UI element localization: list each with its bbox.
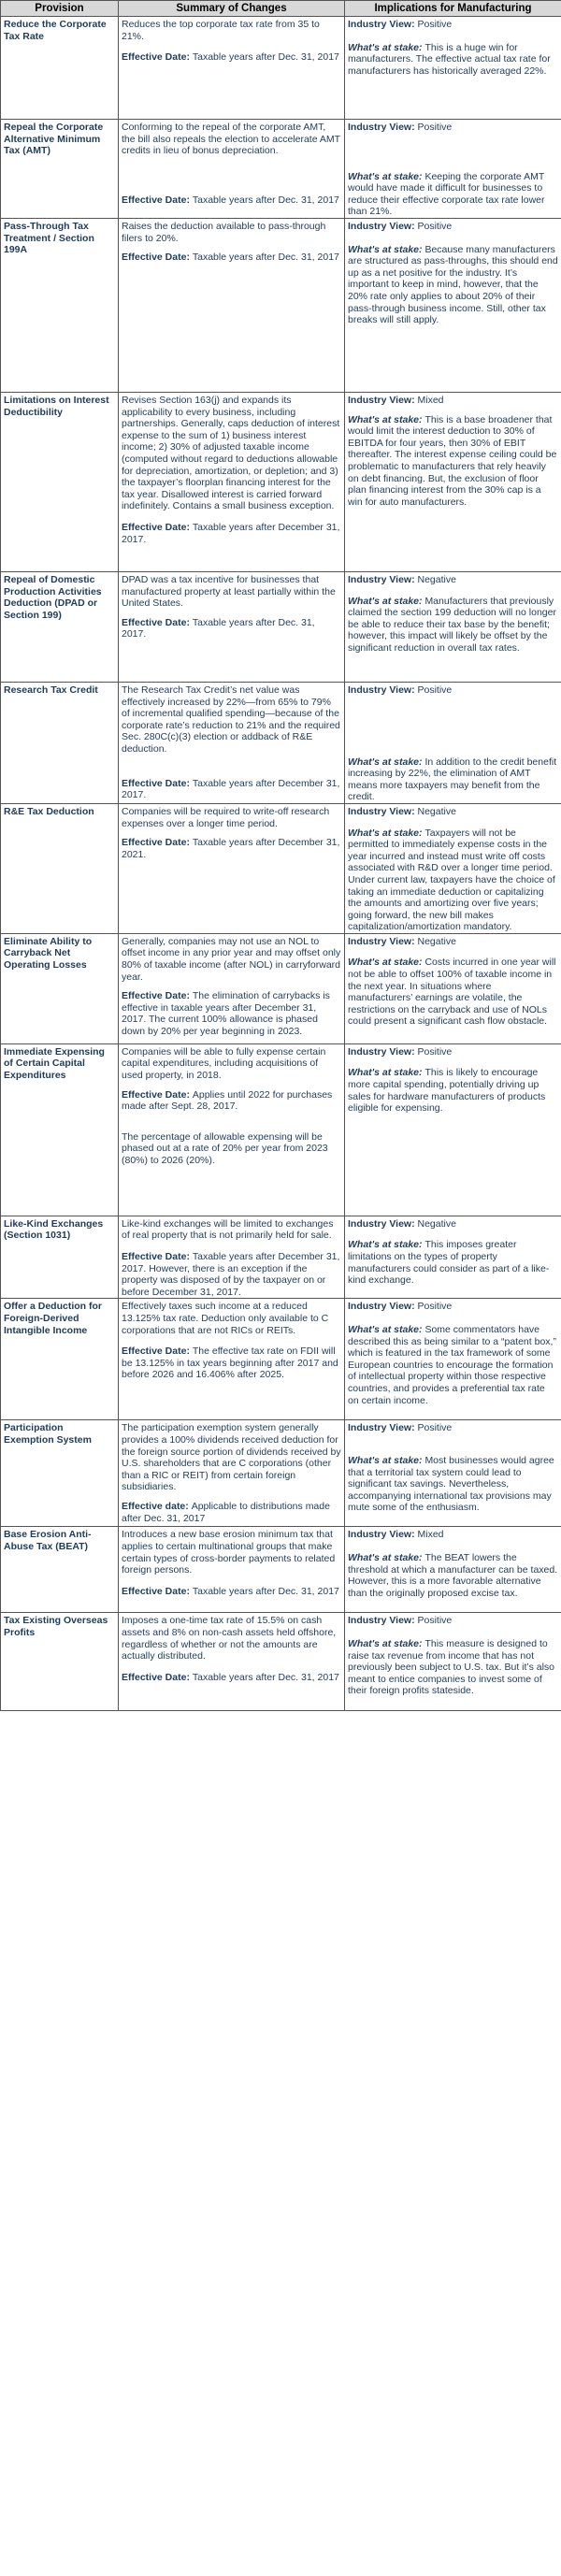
header-row [1,1,561,17]
implications-cell [345,803,561,933]
industry-view [348,574,558,586]
effective-date-label: Effective Date: [122,1671,193,1683]
industry-view-value: Negative [417,573,456,585]
summary-cell [119,682,345,803]
whats-at-stake: What's at stake: Manufacturers that previously claimed the section 199 deduction will no longer be able to reduce their tax base by the benefit; however, this impact will likely be offset by the significant reduction in overall tax rates. [348,595,556,654]
effective-date: Effective Date: Applies until 2022 for purchases made after Sept. 28, 2017. [122,1088,333,1113]
table-row [1,1216,561,1299]
provision-cell: R&E Tax Deduction [1,803,119,933]
whats-at-stake-label: What's at stake: [348,1324,425,1336]
summary-text: Reduces the top corporate tax rate from 35 to 21%. [122,19,320,42]
implications-cell [345,1043,561,1216]
summary-cell [119,1299,345,1420]
provision-cell: Base Erosion Anti-Abuse Tax (BEAT) [1,1527,119,1613]
industry-view-label: Industry View: [348,935,418,947]
industry-view-label: Industry View: [348,220,418,232]
summary-cell [119,392,345,571]
implications-cell [345,933,561,1043]
summary-text: Companies will be required to write-off research expenses over a longer time period. [122,805,330,829]
summary-text: Effectively taxes such income at a reduced 13.125% tax rate. Deduction only available to C corporations that are not RICs or REITs. [122,1301,329,1336]
whats-at-stake-label: What's at stake: [348,595,425,607]
summary-text: DPAD was a tax incentive for businesses that manufactured property at least partially within the United States. [122,573,336,610]
effective-date-label: Effective date: [122,1501,192,1512]
table-row [1,803,561,933]
effective-date: Effective Date: Taxable years after Dec. 31, 2017 [122,1671,339,1683]
whats-at-stake: What's at stake: Taxpayers will not be permitted to immediately expense costs in the year incurred and instead must write off costs associated with R&D over a longer time period. Under current law, taxpayers have the choice of taking an immediate deduction or capitalizing the amounts and amortizing over five years; going forward, the new bill makes capitalization/amortization mandatory. [348,827,555,933]
whats-at-stake: What's at stake: The BEAT lowers the threshold at which a manufacturer can be taxed. However, this is a more favorable alternative than the originally proposed excise tax. [348,1552,558,1599]
whats-at-stake-label: What's at stake: [348,957,425,969]
effective-date-label: Effective Date: [122,1251,193,1263]
provision-cell: Eliminate Ability to Carryback Net Operating Losses [1,933,119,1043]
effective-date: Effective Date: Taxable years after Dec. 31, 2017 [122,194,339,206]
effective-date-label: Effective Date: [122,1346,193,1358]
effective-date: Effective Date: Taxable years after Dec. 31, 2017 [122,252,339,264]
summary-cell [119,1216,345,1299]
whats-at-stake: What's at stake: Some commentators have described this as being similar to a “patent box,” which is featured in the tax framework of some European countries to encourage the formation of intellectual property within those respective countries, and provides a preferential tax rate on certain income. [348,1324,556,1406]
table-row [1,1043,561,1216]
provision-cell: Repeal of Domestic Production Activities Deduction (DPAD or Section 199) [1,571,119,682]
industry-view-value: Positive [417,684,453,696]
summary-cell [119,933,345,1043]
provision-cell: Tax Existing Overseas Profits [1,1613,119,1711]
provision-cell: Participation Exemption System [1,1420,119,1527]
table-row [1,1299,561,1420]
provision-cell: Pass-Through Tax Treatment / Section 199A [1,218,119,392]
industry-view-value: Positive [417,122,453,133]
effective-date-label: Effective Date: [122,616,193,628]
whats-at-stake: What's at stake: This is likely to encourage more capital spending, potentially driving up sales for hardware manufacturers of products eligible for expensing. [348,1067,546,1115]
provision-cell: Repeal the Corporate Alternative Minimum Tax (AMT) [1,120,119,219]
summary-cell [119,1527,345,1613]
industry-view-label: Industry View: [348,1422,418,1434]
whats-at-stake: What's at stake: This is a base broadener that would limit the interest deduction to 30% of EBITDA for four years, then 30% of EBIT thereafter. The interest expense ceiling could be problematic to manufacturers that rely heavily on debt financing. But, the exclusion of floor plan financing interest from the 30% cap is a win for auto manufacturers. [348,413,557,508]
industry-view-label: Industry View: [348,684,418,696]
effective-date-label: Effective Date: [122,1088,193,1101]
whats-at-stake-label: What's at stake: [348,1455,425,1467]
industry-view [348,19,558,31]
table-row [1,120,561,219]
provision-cell: Limitations on Interest Deductibility [1,392,119,571]
industry-view-value: Positive [417,19,453,30]
whats-at-stake-label: What's at stake: [348,827,425,839]
implications-cell [345,120,561,219]
industry-view-value: Positive [417,1422,453,1434]
effective-date: Effective date: Applicable to distributions made after Dec. 31, 2017 [122,1501,330,1524]
summary-cell [119,1420,345,1527]
whats-at-stake-label: What's at stake: [348,1239,425,1251]
summary-cell [119,218,345,392]
implications-cell [345,17,561,120]
whats-at-stake-label: What's at stake: [348,1552,425,1564]
industry-view-label: Industry View: [348,1301,418,1313]
industry-view-value: Mixed [417,394,444,406]
provision-cell: Reduce the Corporate Tax Rate [1,17,119,120]
implications-cell [345,1299,561,1420]
summary-cell [119,17,345,120]
summary-cell [119,1613,345,1711]
effective-date-label: Effective Date: [122,837,193,849]
provision-cell: Like-Kind Exchanges (Section 1031) [1,1216,119,1299]
provision-cell: Offer a Deduction for Foreign-Derived Intangible Income [1,1299,119,1420]
whats-at-stake-label: What's at stake: [348,1067,425,1079]
industry-view [348,122,558,134]
effective-date: Effective Date: Taxable years after Dec. 31, 2017 [122,1585,339,1597]
effective-date: Effective Date: Taxable years after December 31, 2017. [122,777,340,801]
summary-cell [119,120,345,219]
summary-text: Raises the deduction available to pass-through filers to 20%. [122,220,326,244]
industry-view-label: Industry View: [348,573,418,585]
industry-view-label: Industry View: [348,1529,418,1541]
industry-view-label: Industry View: [348,1045,418,1058]
industry-view-value: Negative [417,805,456,817]
table-row [1,392,561,571]
table-row [1,933,561,1043]
summary-cell [119,803,345,933]
effective-date: Effective Date: Taxable years after Dec. 31, 2017 [122,51,339,64]
effective-date: Effective Date: Taxable years after December 31, 2017. [122,521,340,545]
whats-at-stake: What's at stake: Most businesses would agree that a territorial tax system could lead to significant tax savings. Nevertheless, accompanying international tax provisions may mute some of the enthusiasm. [348,1455,554,1514]
industry-view [348,684,558,697]
whats-at-stake-label: What's at stake: [348,413,425,425]
industry-view [348,806,558,818]
implications-cell [345,1613,561,1711]
whats-at-stake: What's at stake: This imposes greater limitations on the types of property manufacturers could consider as part of a like-kind exchange. [348,1239,550,1287]
industry-view-label: Industry View: [348,1217,418,1230]
summary-text: Generally, companies may not use an NOL to offset income in any prior year and may offset only 80% of taxable income (after NOL) in carryforward year. [122,935,341,983]
industry-view-value: Positive [417,1301,453,1313]
effective-date-label: Effective Date: [122,990,193,1002]
summary-cell [119,571,345,682]
industry-view-label: Industry View: [348,19,418,30]
summary-text: Introduces a new base erosion minimum tax that applies to certain multinational groups that make certain types of cross-border payments to related foreign persons. [122,1529,336,1576]
implications-cell [345,218,561,392]
whats-at-stake-label: What's at stake: [348,170,425,182]
header-summary: Summary of Changes [119,1,345,17]
summary-text: Imposes a one-time tax rate of 15.5% on cash assets and 8% on non-cash assets held offshore, regardless of whether or not the amounts are actually distributed. [122,1615,337,1662]
industry-view [348,1046,558,1058]
summary-extra: The percentage of allowable expensing will be phased out at a rate of 20% per year from 2023 (80%) to 2026 (20%). [122,1130,328,1167]
industry-view [348,1218,558,1230]
summary-text: Conforming to the repeal of the corporate AMT, the bill also repeals the election to accelerate AMT credits in lieu of bonus depreciation. [122,122,340,157]
industry-view [348,1529,558,1541]
industry-view-value: Mixed [417,1529,444,1541]
industry-view [348,1301,558,1313]
effective-date-label: Effective Date: [122,194,193,206]
effective-date-label: Effective Date: [122,1585,193,1597]
industry-view-label: Industry View: [348,122,418,133]
industry-view-value: Positive [417,220,453,232]
summary-text: Companies will be able to fully expense certain capital expenditures, including acquisitions of used property, in 2018. [122,1045,326,1082]
summary-text: Revises Section 163(j) and expands its applicability to every business, including partnerships. Generally, caps deduction of interest expense to the sum of 1) business interest income; 2) 30% of adjusted taxable income (computed without regard to deductions allowable for depreciation, amortization, or depletion; and 3) the taxpayer’s floorplan financing interest for the tax year. Disallowed interest is carried forward indefinitely. Contains a small business exception. [122,394,340,512]
whats-at-stake: What's at stake: This is a huge win for manufacturers. The effective actual tax rate for manufacturers has historically averaged 22%. [348,41,551,77]
whats-at-stake: What's at stake: Keeping the corporate AMT would have made it difficult for businesses to reduce their effective corporate tax rate lower than 21%. [348,170,545,218]
summary-text: The Research Tax Credit’s net value was effectively increased by 22%—from 65% to 79% of incremental qualified spending—because of the corporate rate’s reduction to 21% and the required Sec. 280C(c)(3) election or addback of R&E deduction. [122,684,340,755]
provision-cell: Research Tax Credit [1,682,119,803]
implications-cell [345,1420,561,1527]
industry-view [348,936,558,948]
whats-at-stake-label: What's at stake: [348,756,425,768]
whats-at-stake-label: What's at stake: [348,243,425,255]
effective-date-label: Effective Date: [122,777,193,789]
industry-view-label: Industry View: [348,1615,418,1627]
industry-view-label: Industry View: [348,394,418,406]
whats-at-stake-label: What's at stake: [348,1638,425,1650]
table-row [1,17,561,120]
implications-cell [345,571,561,682]
whats-at-stake: What's at stake: This measure is designed to raise tax revenue from income that has not previously been subject to U.S. tax. But it’s also meant to entice companies to invest some of their foreign profits stateside. [348,1638,555,1697]
table-row [1,1420,561,1527]
effective-date: Effective Date: Taxable years after December 31, 2017. However, there is an exception if the property was disposed of by the taxpayer on or before December 31, 2017. [122,1251,340,1298]
implications-cell [345,1527,561,1613]
whats-at-stake: What's at stake: Costs incurred in one year will not be able to offset 100% of taxable income in the next year. In situations where manufacturers’ earnings are volatile, the restrictions on the carryback and use of NOLs could present a significant cash flow obstacle. [348,957,556,1028]
header-provision: Provision [1,1,119,17]
implications-cell [345,392,561,571]
industry-view [348,221,558,233]
effective-date: Effective Date: The effective tax rate on FDII will be 13.125% in tax years beginning after 2017 and before 2026 and 16.406% after 2025. [122,1346,338,1381]
effective-date-label: Effective Date: [122,51,193,64]
whats-at-stake: What's at stake: Because many manufacturers are structured as pass-throughs, this should end up as a net positive for the industry. It’s important to keep in mind, however, that the 20% rate only applies to about 20% of their pass-through business income. Still, other tax breaks will still apply. [348,243,558,326]
provision-cell: Immediate Expensing of Certain Capital Expenditures [1,1043,119,1216]
effective-date: Effective Date: The elimination of carrybacks is effective in taxable years after December 31, 2017. The current 100% allowance is phased down by 20% per year beginning in 2023. [122,990,330,1038]
industry-view-value: Negative [417,1217,456,1230]
industry-view-label: Industry View: [348,805,418,817]
table-row [1,1527,561,1613]
summary-text: Like-kind exchanges will be limited to exchanges of real property that is not primarily held for sale. [122,1217,334,1242]
summary-cell [119,1043,345,1216]
table-row [1,571,561,682]
table-row [1,682,561,803]
effective-date-label: Effective Date: [122,521,193,533]
whats-at-stake-label: What's at stake: [348,41,425,53]
industry-view [348,1422,558,1434]
effective-date-label: Effective Date: [122,252,193,264]
industry-view [348,395,558,407]
header-implications: Implications for Manufacturing [345,1,561,17]
industry-view-value: Positive [417,1045,453,1058]
table-row [1,1613,561,1711]
table-row [1,218,561,392]
industry-view-value: Negative [417,935,456,947]
whats-at-stake: What's at stake: In addition to the credit benefit increasing by 22%, the elimination of AMT means more taxpayers may benefit from the credit. [348,756,557,803]
industry-view-value: Positive [417,1615,453,1627]
summary-text: The participation exemption system generally provides a 100% dividends received deduction for the foreign source portion of dividends received by U.S. shareholders that are C corporations (other than a RIC or REIT) from certain foreign subsidiaries. [122,1422,341,1493]
effective-date: Effective Date: Taxable years after Dec. 31, 2017. [122,616,315,640]
effective-date: Effective Date: Taxable years after December 31, 2021. [122,837,340,860]
industry-view [348,1615,558,1627]
implications-cell [345,1216,561,1299]
implications-cell [345,682,561,803]
